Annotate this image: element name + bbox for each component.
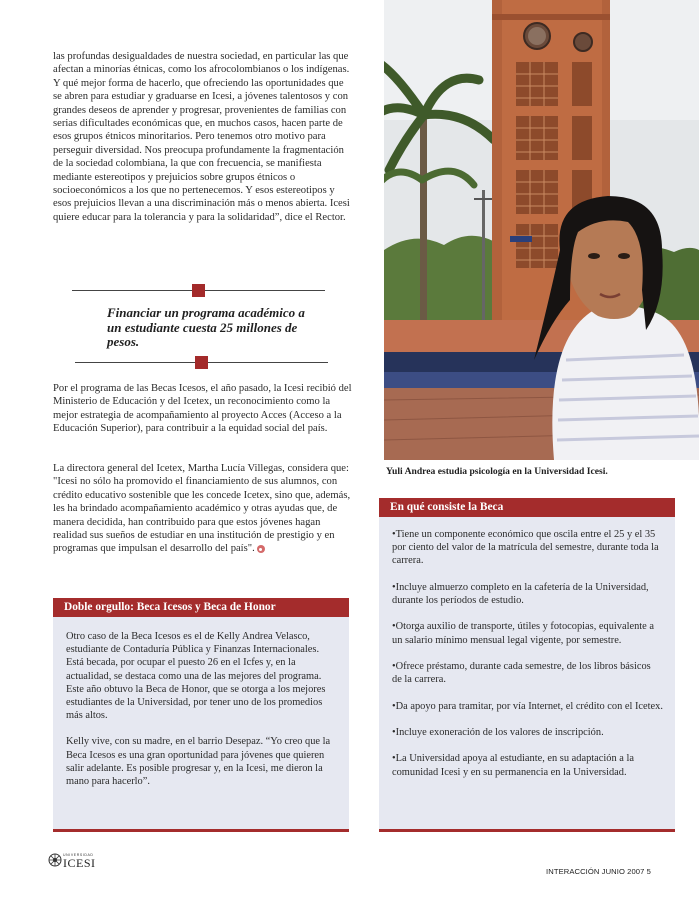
list-item: •Incluye exoneración de los valores de inscripción. <box>392 726 604 738</box>
paragraph-becas <box>53 382 353 436</box>
paragraph-directora <box>53 462 353 556</box>
logo-big-text: ICESI <box>63 856 96 870</box>
intro-paragraph <box>53 50 353 224</box>
doble-orgullo-title: Doble orgullo: Beca Icesos y Beca de Honor <box>53 598 349 617</box>
paragraph-directora-text: La directora general del Icetex, Martha Lucía Villegas, considera que: "Icesi no sólo ha promovido el financiamiento de sus alumnos, con crédito educativo sostenible que les concede Icetex, sino que, además, les ha brindado acompañamiento académico y otras ayudas que, de manera decidida, han contribuido para que estos jóvenes hagan realidad sus sueños de estudiar en una institución de prestigio y en programas que impulsan el desarrollo del país". <box>53 463 351 555</box>
paragraph-directora-wrap <box>53 462 353 556</box>
beca-details-list <box>379 517 675 779</box>
doble-orgullo-bottom-rule <box>53 829 349 832</box>
list-item: •Ofrece préstamo, durante cada semestre, de los libros básicos de la carrera. <box>392 660 651 686</box>
pull-quote-top-square <box>192 284 205 297</box>
list-item: •Otorga auxilio de transporte, útiles y fotocopias, equivalente a un salario mínimo mensual legal vigente, por semestre. <box>392 621 654 646</box>
list-item: •La Universidad apoya al estudiante, en su adaptación a la comunidad Icesi y en su permanencia en la Universidad. <box>392 753 634 778</box>
icesi-emblem-icon <box>48 853 62 867</box>
beca-details-bottom-rule <box>379 829 675 832</box>
end-of-article-icon <box>257 545 265 553</box>
list-item: •Tiene un componente económico que oscila entre el 25 y el 35 por ciento del valor de la matrícula del semestre, durante toda la carrera. <box>392 529 659 567</box>
student-photo <box>384 0 699 460</box>
beca-details-box <box>379 498 675 832</box>
doble-orgullo-paragraph: Kelly vive, con su madre, en el barrio Desepaz. “Yo creo que la Beca Icesos es una gran oportunidad para jóvenes que quieren salir adelante. Es posible progresar y, en la Icesi, me dieron la mano para hacerlo”. <box>66 736 331 788</box>
intro-paragraph-text: las profundas desigualdades de nuestra sociedad, en particular las que afectan a minorías étnicas, como los afrocolombianos o los indígenas. Y qué mejor forma de hacerlo, que ofreciendo las oportunidades que se abren para estudiar y graduarse en Icesi, a jóvenes talentosos y con grandes deseos de aprender y progresar, provenientes de familias con serias dificultades económicas que, en muchos casos, hacen parte de esos grupos étnicos minoritarios. Pero tenemos otro motivo para perseguir diversidad. Nos preocupa profundamente la fragmentación de la sociedad colombiana, la que con frecuencia, se manifiesta mediante estereotipos y prejuicios sobre grupos étnicos o socioeconómicos a los que no pertenecemos. Y esos estereotipos y esos prejuicios llevan a una discriminación más o menos abierta. Icesi quiere educar para la tolerancia y para la solidaridad”, dice el Rector. <box>53 51 350 223</box>
pull-quote: Financiar un programa académico a un estudiante cuesta 25 millones de pesos. <box>107 305 305 349</box>
list-item: •Incluye almuerzo completo en la cafetería de la Universidad, durante los períodos de estudio. <box>392 581 649 606</box>
beca-details-title: En qué consiste la Beca <box>379 498 675 517</box>
doble-orgullo-box <box>53 598 349 832</box>
paragraph-becas-text: Por el programa de las Becas Icesos, el año pasado, la Icesi recibió del Ministerio de Educación y del Icetex, un reconocimiento como la mejor estrategia de acompañamiento al proyecto Acces (Acceso a la Educación Superior), para contribuir a la equidad social del país. <box>53 383 352 435</box>
student-photo-illustration <box>384 0 699 460</box>
doble-orgullo-paragraph: Otro caso de la Beca Icesos es el de Kelly Andrea Velasco, estudiante de Contaduría Pública y Finanzas Internacionales. Está becada, por ocupar el puesto 26 en el Icfes y, en la actualidad, se destaca como una de las mejores del programa. Este año obtuvo la Beca de Honor, que se otorga a los mejores estudiantes de la Universidad, por tener uno de los promedios más altos. <box>66 631 326 722</box>
icesi-logo <box>48 851 108 871</box>
page-footer-label: INTERACCIÓN JUNIO 2007 5 <box>546 867 651 876</box>
pull-quote-bottom-square <box>195 356 208 369</box>
list-item: •Da apoyo para tramitar, por vía Internet, el crédito con el Icetex. <box>392 700 663 712</box>
photo-caption: Yuli Andrea estudia psicología en la Universidad Icesi. <box>386 466 608 477</box>
doble-orgullo-body <box>53 617 349 788</box>
logo-small-text: UNIVERSIDAD <box>63 853 94 857</box>
